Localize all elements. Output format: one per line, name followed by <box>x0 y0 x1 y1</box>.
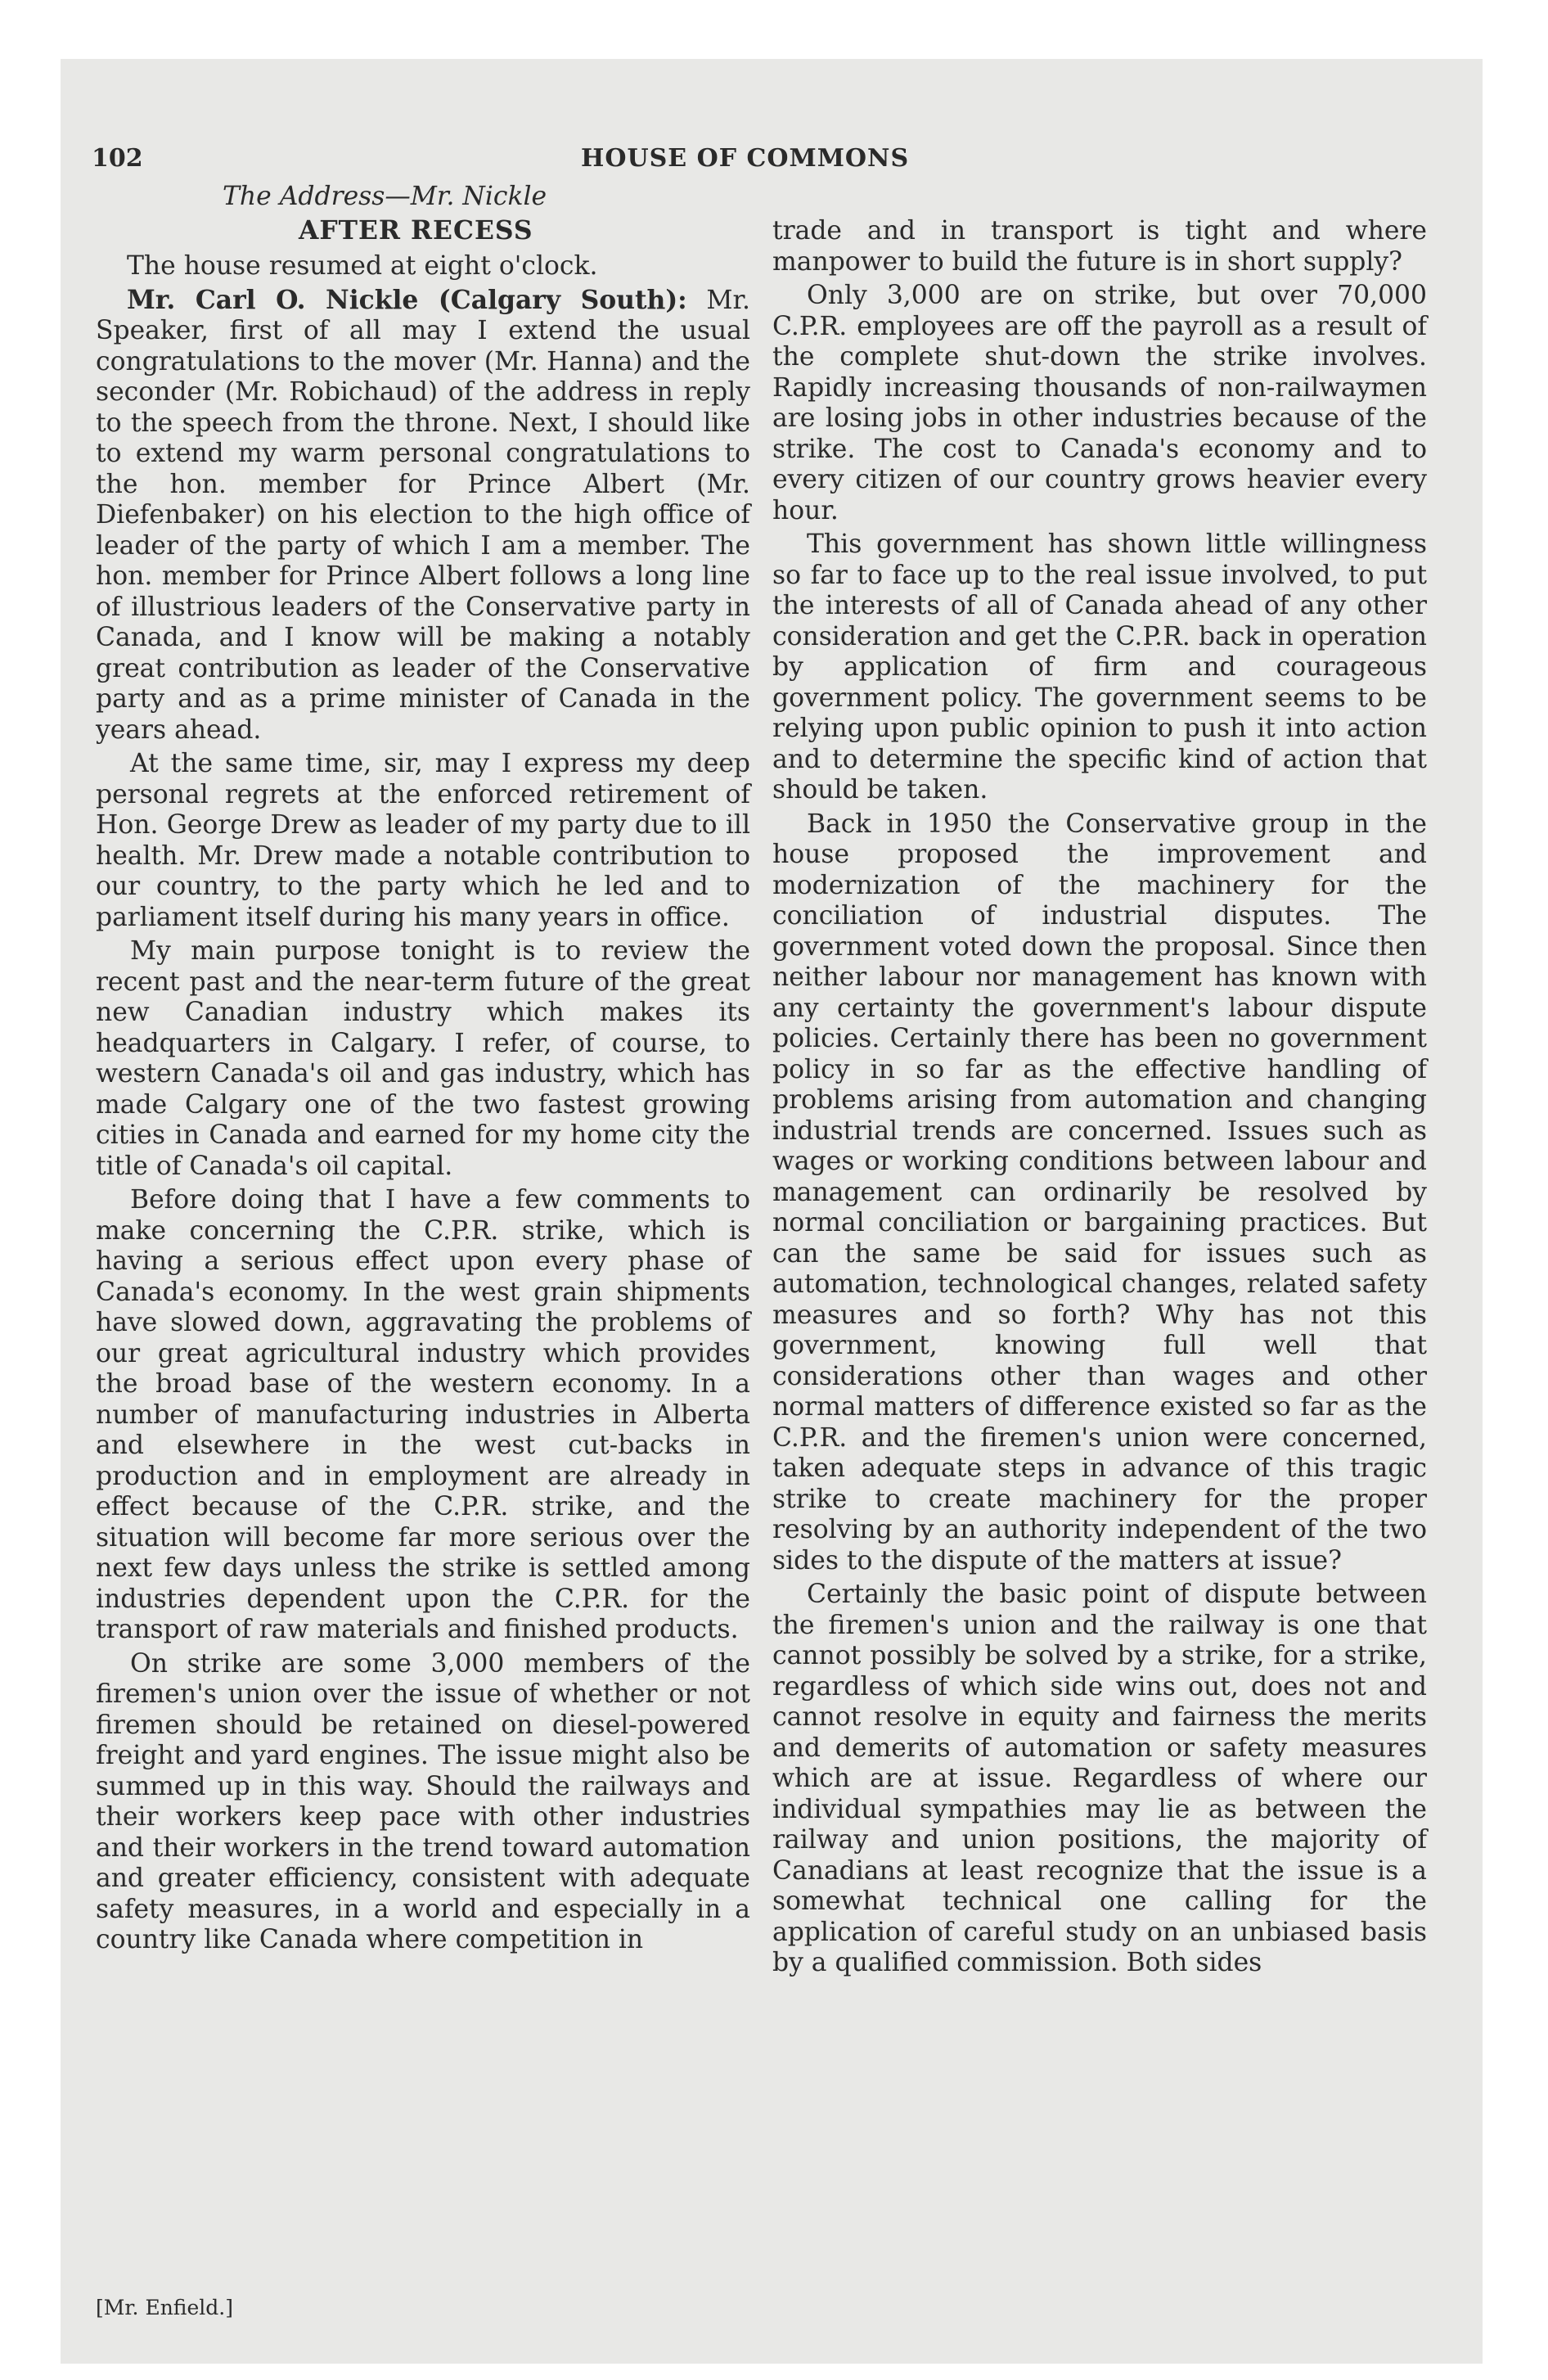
paragraph: trade and in transport is tight and where manpower to build the future is in short supply? <box>772 216 1427 277</box>
page-header <box>92 139 1450 180</box>
paragraph <box>96 286 750 746</box>
paragraph: At the same time, sir, may I express my deep personal regrets at the enforced retirement of Hon. George Drew as leader of my party due to ill health. Mr. Drew made a notable contribution to our country, to the party which he led and to parliament itself during his many years in office. <box>96 749 750 932</box>
paragraph: Back in 1950 the Conservative group in the house proposed the improvement and modernization of the machinery for the conciliation of industrial disputes. The government voted down the proposal. Since then neither labour nor management has known with any certainty the government's labour dispute policies. Certainly there has been no government policy in so far as the effective handling of problems arising from automation and changing industrial trends are concerned. Issues such as wages or working conditions between labour and management can ordinarily be resolved by normal conciliation or bargaining practices. But can the same be said for issues such as automation, technological changes, related safety measures and so forth? Why has not this government, knowing full well that considerations other than wages and other normal matters of difference existed so far as the C.P.R. and the firemen's union were concerned, taken adequate steps in advance of this tragic strike to create machinery for the proper resolving by an authority independent of the two sides to the dispute of the matters at issue? <box>772 809 1427 1575</box>
paragraph: Only 3,000 are on strike, but over 70,000 C.P.R. employees are off the payroll as a result of the complete shut-down the strike involves. Rapidly increasing thousands of non-railwaymen are losing jobs in other industries because of the strike. The cost to Canada's economy and to every citizen of our country grows heavier every hour. <box>772 281 1427 525</box>
paragraph-text: Mr. Speaker, first of all may I extend the usual congratulations to the mover (Mr. Hanna) and the seconder (Mr. Robichaud) of the address in reply to the speech from the throne. Next, I should like to extend my warm personal congratulations to the hon. member for Prince Albert (Mr. Diefenbaker) on his election to the high office of leader of the party of which I am a member. The hon. member for Prince Albert follows a long line of illustrious leaders of the Conservative party in Canada, and I know will be making a notably great contribution as leader of the Conservative party and as a prime minister of Canada in the years ahead. <box>96 285 750 745</box>
paragraph: Certainly the basic point of dispute between the firemen's union and the railway is one that cannot possibly be solved by a strike, for a strike, regardless of which side wins out, does not and cannot resolve in equity and fairness the merits and demerits of automation or safety measures which are at issue. Regardless of where our individual sympathies may lie as between the railway and union positions, the majority of Canadians at least recognize that the issue is a somewhat technical one calling for the application of careful study on an unbiased basis by a qualified commission. Both sides <box>772 1580 1427 1977</box>
paragraph: On strike are some 3,000 members of the firemen's union over the issue of whether or not firemen should be retained on diesel-powered freight and yard engines. The issue might also be summed up in this way. Should the railways and their workers keep pace with other industries and their workers in the trend toward automation and greater efficiency, consistent with adequate safety measures, in a world and especially in a country like Canada where competition in <box>96 1648 750 1954</box>
running-title: HOUSE OF COMMONS <box>581 144 910 173</box>
footer-note: [Mr. Enfield.] <box>96 2296 233 2319</box>
paragraph: My main purpose tonight is to review the recent past and the near-term future of the great new Canadian industry which makes its headquarters in Calgary. I refer, of course, to western Canada's oil and gas industry, which has made Calgary one of the two fastest growing cities in Canada and earned for my home city the title of Canada's oil capital. <box>96 936 750 1181</box>
paragraph: This government has shown little willingness so far to face up to the real issue involved, to put the interests of all of Canada ahead of any other consideration and get the C.P.R. back in operation by application of firm and courageous government policy. The government seems to be relying upon public opinion to push it into action and to determine the specific kind of action that should be taken. <box>772 530 1427 805</box>
right-column <box>772 216 1427 1982</box>
page-number: 102 <box>92 144 143 173</box>
paragraph: Before doing that I have a few comments to make concerning the C.P.R. strike, which is having a serious effect upon every phase of Canada's economy. In the west grain shipments have slowed down, aggravating the problems of our great agricultural industry which provides the broad base of the western economy. In a number of manufacturing industries in Alberta and elsewhere in the west cut-backs in production and in employment are already in effect because of the C.P.R. strike, and the situation will become far more serious over the next few days unless the strike is settled among industries dependent upon the C.P.R. for the transport of raw materials and finished products. <box>96 1185 750 1644</box>
resumed-note: The house resumed at eight o'clock. <box>127 251 598 281</box>
section-heading: AFTER RECESS <box>299 215 533 246</box>
speaker-name: Mr. Carl O. Nickle (Calgary South): <box>127 285 687 315</box>
subhead: The Address—Mr. Nickle <box>223 182 547 211</box>
left-column <box>96 182 750 1959</box>
